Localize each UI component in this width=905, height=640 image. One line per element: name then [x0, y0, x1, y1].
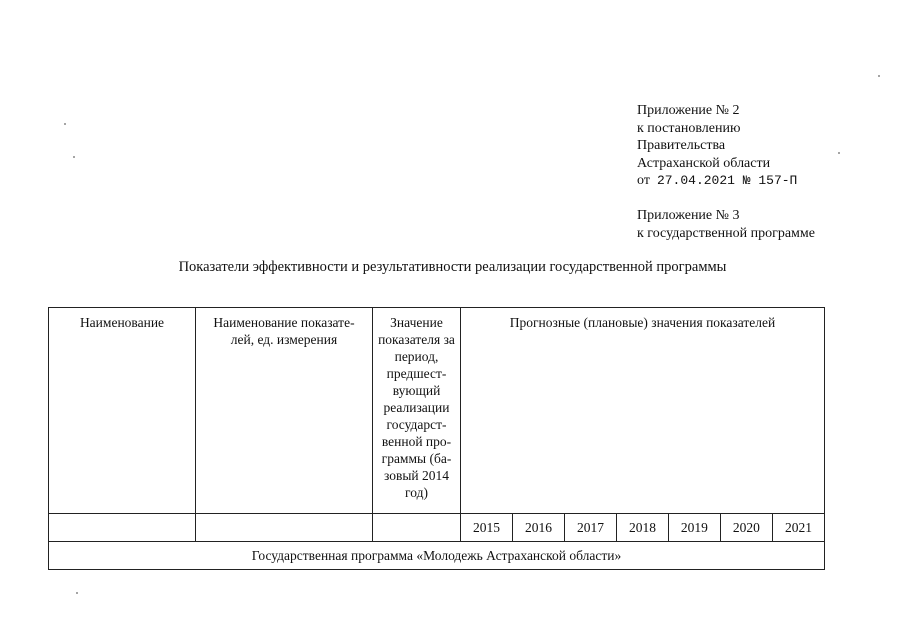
- appendix-3-title: Приложение № 3: [637, 208, 740, 223]
- header-base-value: [373, 308, 461, 514]
- indicators-table: [48, 307, 825, 570]
- appendix-2-date-prefix: от: [637, 173, 650, 188]
- year-cell: 2016: [512, 514, 564, 542]
- appendix-2-date-line: [637, 172, 797, 190]
- appendix-2-line-government: Правительства: [637, 138, 726, 153]
- scan-speck: [64, 123, 66, 125]
- year-cell: 2019: [668, 514, 720, 542]
- year-row: [49, 514, 825, 542]
- year-row-empty-base: [373, 514, 461, 542]
- year-cell: 2015: [461, 514, 513, 542]
- appendix-3-line-program: к государственной программе: [637, 225, 815, 241]
- year-row-empty-unit: [196, 514, 373, 542]
- document-title: Показатели эффективности и результативности реализации государственной программы: [178, 259, 727, 275]
- header-unit-text: Наименование показате-лей, ед. измерения: [213, 315, 355, 347]
- scan-speck: [76, 592, 78, 594]
- header-base-value-text: Значение показателя за период, предшест-вующий реализации государст-венной про-граммы (ба-зовый 2014 год): [378, 315, 455, 500]
- appendix-3-block: [637, 207, 815, 242]
- header-forecast: Прогнозные (плановые) значения показателей: [461, 308, 825, 514]
- appendix-2-line-region: Астраханской области: [637, 155, 771, 171]
- year-row-empty-name: [49, 514, 196, 542]
- scan-speck: [73, 156, 75, 158]
- header-name: Наименование: [49, 308, 196, 514]
- program-row: [49, 542, 825, 570]
- scan-speck: [838, 152, 840, 154]
- appendix-2-title: Приложение № 2: [637, 103, 740, 118]
- appendix-2-block: [637, 102, 797, 190]
- program-row-title: Государственная программа «Молодежь Астраханской области»: [49, 542, 825, 570]
- header-unit: [196, 308, 373, 514]
- year-cell: 2021: [772, 514, 824, 542]
- scan-speck: [878, 75, 880, 77]
- year-cell: 2018: [616, 514, 668, 542]
- appendix-2-line-resolution: к постановлению: [637, 120, 741, 136]
- table-header-row: [49, 308, 825, 514]
- appendix-2-date-value: 27.04.2021 № 157-П: [656, 173, 798, 188]
- year-cell: 2020: [720, 514, 772, 542]
- year-cell: 2017: [564, 514, 616, 542]
